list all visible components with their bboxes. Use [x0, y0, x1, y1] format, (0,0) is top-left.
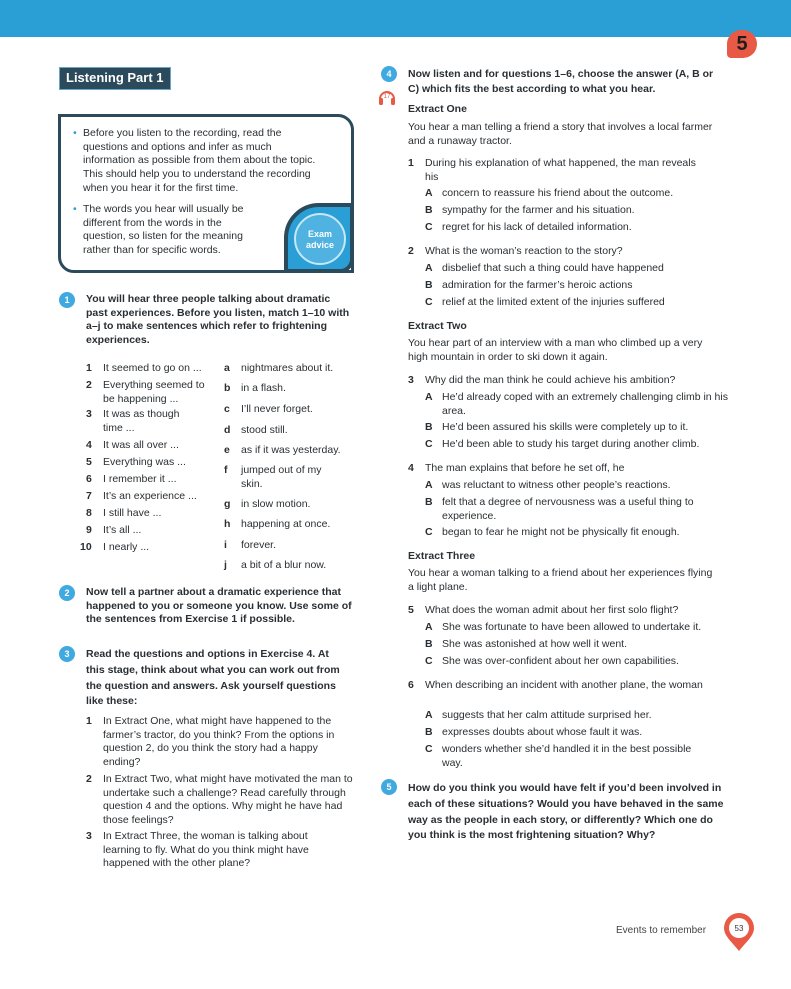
exercise-3-instruction: Read the questions and options in Exercise 4. At this stage, think about what you can work out from the question and answers. Ask yourself questions like these: [86, 648, 340, 708]
exercise-number: 4 [381, 66, 397, 82]
section-title: Listening Part 1 [59, 67, 171, 90]
exam-advice-item: • Before you listen to the recording, read the questions and options and infer as much information as possible from them about the topic. This should help you to understand the recording when you hear it for the first time. [73, 127, 323, 195]
footer-label: Events to remember [616, 925, 707, 936]
track-number: 17 [383, 94, 391, 100]
extract-intro: You hear part of an interview with a man who climbed up a very high mountain in order to ski down it again. [408, 337, 703, 363]
page-number: 53 [734, 924, 744, 933]
exam-advice-box [58, 114, 354, 273]
exam-advice-item: • The words you hear will usually be different from the words in the question, so listen for the meaning rather than for specific words. [73, 203, 253, 258]
exercise-4-instruction: Now listen and for questions 1–6, choose the answer (A, B or C) which fits the best according to what you hear. [408, 68, 714, 96]
exercise-2-instruction: Now tell a partner about a dramatic experience that happened to you or someone you know. Use some of the sentences from Exercise 1 if possible. [86, 586, 352, 626]
top-banner [0, 0, 791, 37]
exam-advice-label: Exam advice [294, 213, 346, 265]
exercise-number: 1 [59, 292, 75, 308]
extract-intro: You hear a man telling a friend a story that involves a local farmer and a runaway tractor. [408, 121, 713, 147]
exercise-number: 2 [59, 585, 75, 601]
exercise-number: 3 [59, 646, 75, 662]
unit-badge: 5 [727, 30, 757, 58]
page-marker-icon [722, 912, 756, 952]
extract-title: Extract One [408, 103, 467, 115]
extract-title: Extract Two [408, 320, 467, 332]
exercise-5-instruction: How do you think you would have felt if you’d been involved in each of these situations? Would you have behaved in the same way as the people in each story, or differently? Which one do you think is the most frightening situation? Why? [408, 782, 724, 842]
exam-advice-tag [284, 203, 354, 273]
extract-intro: You hear a woman talking to a friend about her experiences flying a light plane. [408, 567, 713, 593]
exercise-1-instruction: You will hear three people talking about dramatic past experiences. Before you listen, match 1–10 with a–j to make sentences which refer to frightening experiences. [86, 293, 350, 346]
exercise-number: 5 [381, 779, 397, 795]
headphones-icon [377, 88, 397, 106]
extract-title: Extract Three [408, 550, 476, 562]
